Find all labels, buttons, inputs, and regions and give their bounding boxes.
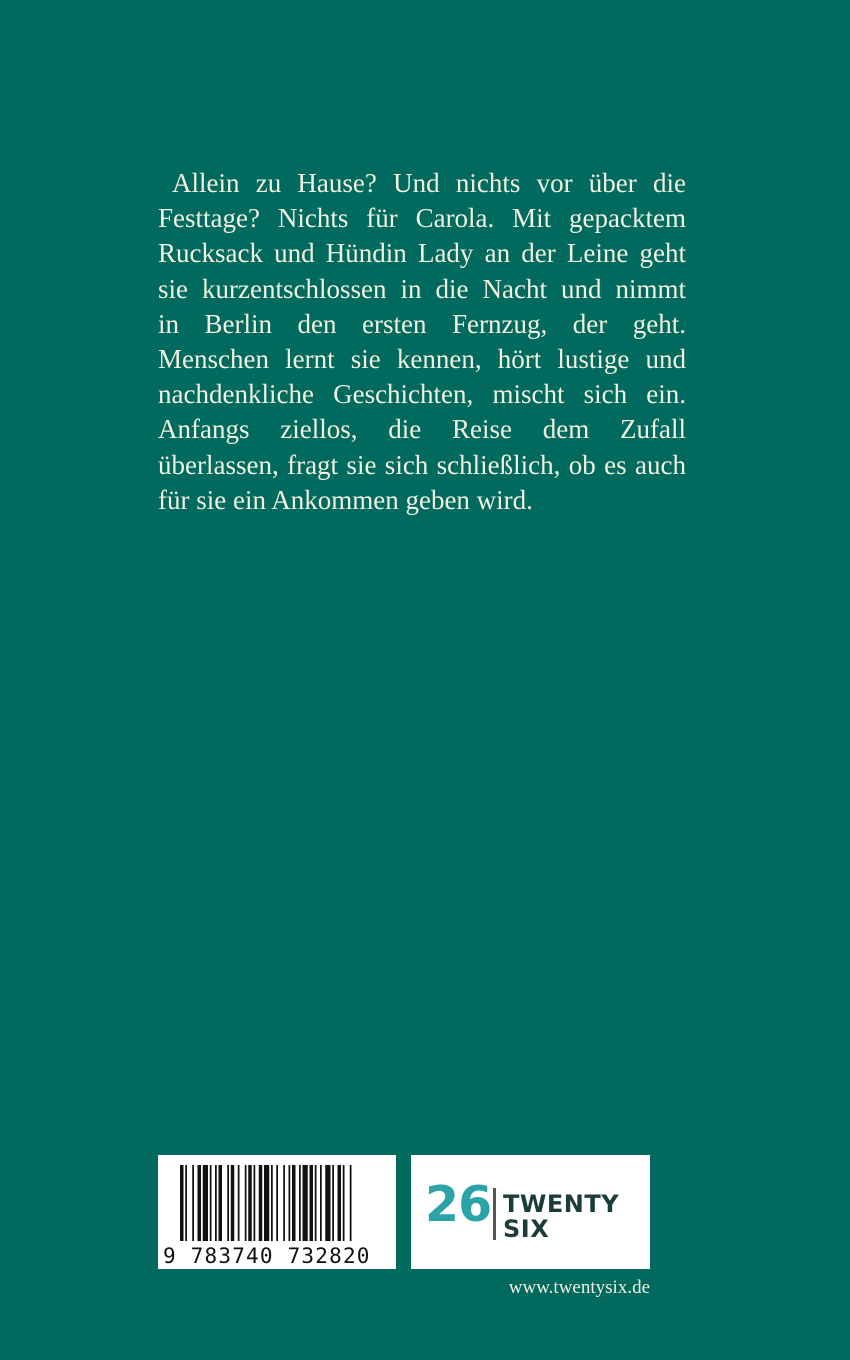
barcode-bar (180, 1165, 184, 1241)
blurb-line: nachdenkliche Geschichten, mischt sich ein. (158, 379, 686, 410)
blurb-line: sie kurzentschlossen in die Nacht und nimmt (158, 273, 686, 304)
back-cover-blurb (158, 166, 686, 518)
barcode-bar (271, 1165, 273, 1241)
barcode-bar (215, 1165, 217, 1241)
barcode-bar (198, 1165, 202, 1241)
blurb-line: überlassen, fragt sie sich schließlich, ob es auch (158, 449, 686, 480)
blurb-line: Allein zu Hause? Und nichts vor über die (172, 168, 686, 198)
publisher-logo (411, 1155, 650, 1269)
barcode-bar (264, 1165, 269, 1241)
blurb-line: für sie ein Ankommen geben wird. (158, 484, 533, 515)
barcode-bar (259, 1165, 263, 1241)
barcode-bar (254, 1165, 256, 1241)
barcode-bar (310, 1165, 314, 1241)
barcode-bar (320, 1165, 322, 1241)
blurb-line: in Berlin den ersten Fernzug, der geht. (158, 308, 686, 339)
barcode-bar (192, 1165, 194, 1241)
barcode-bar (332, 1165, 334, 1241)
barcode-bar (325, 1165, 330, 1241)
barcode-bar (283, 1165, 285, 1241)
barcode-bar (315, 1165, 317, 1241)
barcode-bar (343, 1165, 345, 1241)
barcode-bar (292, 1165, 296, 1241)
barcode-bar (276, 1165, 278, 1241)
barcode-bar (231, 1165, 235, 1241)
logo-word-twenty: TWENTY (503, 1190, 620, 1218)
barcode-bar (248, 1165, 252, 1241)
blurb-line: Anfangs ziellos, die Reise dem Zufall (158, 414, 686, 445)
logo-word-six: SIX (503, 1215, 550, 1243)
barcode-bar (289, 1165, 291, 1241)
barcode-bar (238, 1165, 240, 1241)
barcode-bar (299, 1165, 301, 1241)
isbn-barcode (158, 1155, 396, 1269)
logo-divider (493, 1188, 496, 1240)
logo-number: 26 (425, 1176, 492, 1233)
blurb-line: Menschen lernt sie kennen, hört lustige und (158, 344, 686, 375)
blurb-line: Rucksack und Hündin Lady an der Leine geht (158, 238, 686, 269)
barcode-bar (245, 1165, 247, 1241)
barcode-bar (203, 1165, 208, 1241)
barcode-bar (210, 1165, 212, 1241)
barcode-bar (219, 1165, 223, 1241)
barcode-bar (227, 1165, 229, 1241)
isbn-number: 9 783740 732820 (163, 1244, 371, 1268)
blurb-line: Festtage? Nichts für Carola. Mit gepacktem (158, 203, 686, 234)
barcode-bar (338, 1165, 342, 1241)
barcode-bar (303, 1165, 308, 1241)
barcode-bar (185, 1165, 187, 1241)
barcode-bar (350, 1165, 352, 1241)
publisher-website[interactable]: www.twentysix.de (508, 1277, 650, 1298)
